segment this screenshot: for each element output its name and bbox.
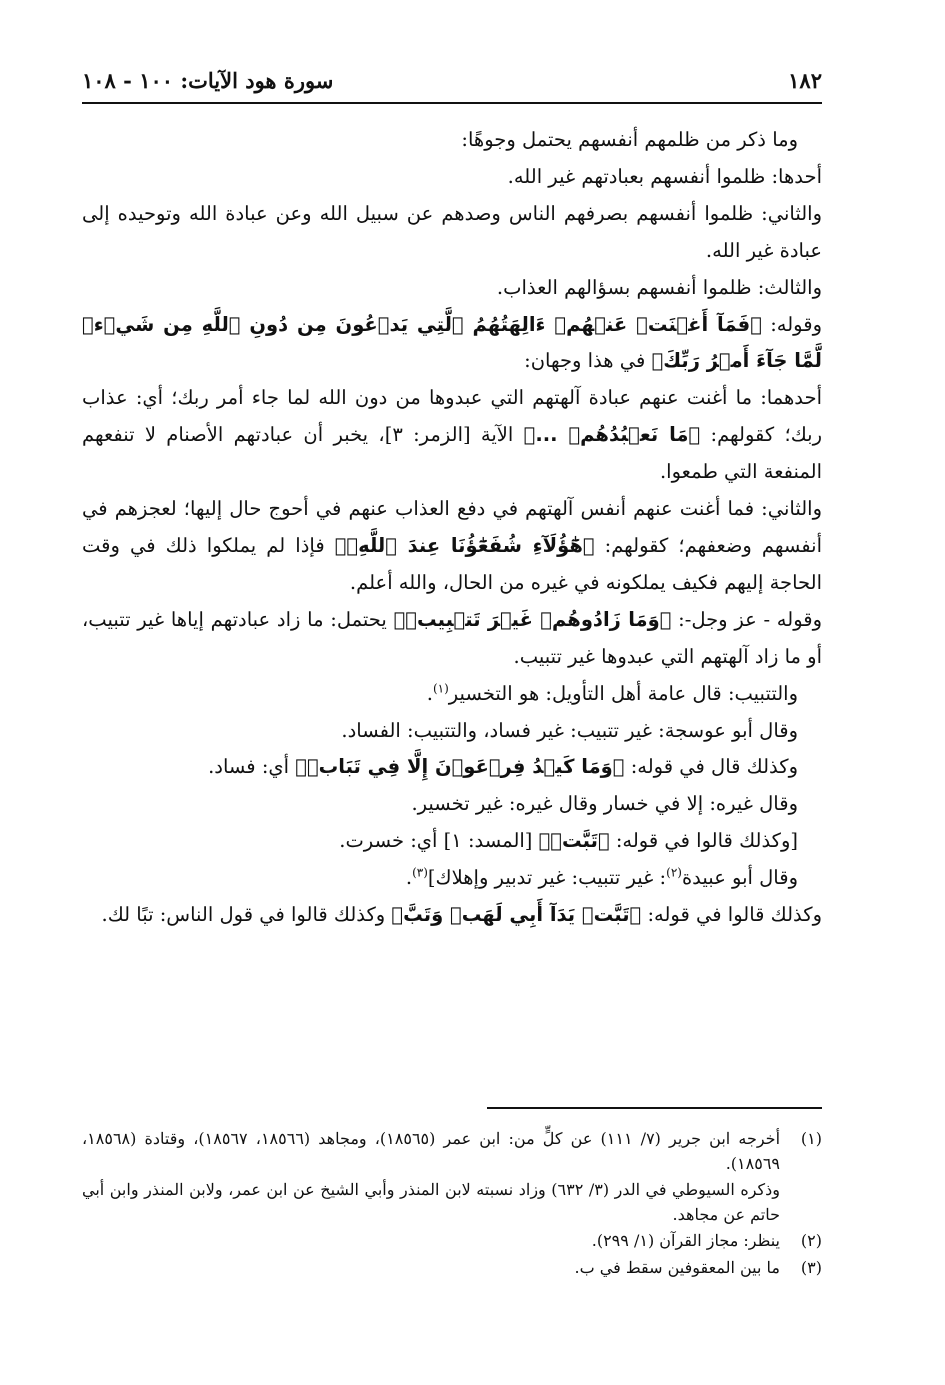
paragraph-14-text: : غير تتبيب: غير تدبير وإهلاك]	[427, 866, 667, 890]
footnote-text: أخرجه ابن جرير (٧/ ١١١) عن كلٍّ من: ابن عمر (١٨٥٦٥)، ومجاهد (١٨٥٦٦، ١٨٥٦٧)، وقتادة (١٨٥٦٨، ١٨٥٦٩).	[82, 1129, 781, 1173]
paragraph-8-rest: يحتمل: ما زاد عبادتهم إياها غير تتبيب، أو ما زاد آلهتهم التي عبدوها غير تتبيب.	[82, 607, 822, 668]
page-header	[82, 60, 822, 100]
paragraph-15-rest: وكذلك قالوا في قول الناس: تبًا لك.	[101, 903, 392, 927]
footnote-ref-1[interactable]: (١)	[432, 681, 449, 696]
paragraph-1: وما ذكر من ظلمهم أنفسهم يحتمل وجوهًا:	[461, 128, 798, 151]
paragraph-5-intro: وقوله:	[761, 312, 822, 336]
footnote-text: ينظر: مجاز القرآن (١/ ٢٩٩).	[591, 1231, 780, 1250]
paragraph-9-end: .	[426, 681, 433, 705]
footnote-ref-2[interactable]: (٢)	[666, 865, 682, 880]
paragraph-11-intro: وكذلك قال في قوله:	[624, 755, 798, 779]
header-rule	[82, 102, 822, 104]
quran-verse: ﴿مَا نَعۡبُدُهُمۡ ...﴾	[523, 423, 701, 447]
paragraph-4: والثالث: ظلموا أنفسهم بسؤالهم العذاب.	[496, 275, 822, 299]
paragraph-2: أحدها: ظلموا أنفسهم بعبادتهم غير الله.	[507, 164, 822, 188]
paragraph-13-intro: [وكذلك قالوا في قوله:	[609, 829, 798, 853]
paragraph-11	[82, 749, 822, 786]
paragraph-10: وقال أبو عوسجة: غير تتبيب: غير فساد، والتتبيب: الفساد.	[341, 718, 798, 742]
quran-verse: ﴿هَٰٓؤُلَآءِ شُفَعَٰٓؤُنَا عِندَ ٱللَّهِۚ﴾	[334, 533, 595, 557]
footnote-3	[82, 1256, 822, 1281]
footnotes	[82, 1127, 822, 1282]
paragraph-7-rest: فإذا لم يملكوا ذلك في وقت الحاجة إليهم فكيف يملكونه في غيره من الحال، والله أعلم.	[82, 533, 822, 594]
footnote-ref-3[interactable]: (٣)	[412, 865, 428, 880]
paragraph-6-intro: أحدهما: ما أغنت عنهم عبادة آلهتهم التي عبدوها من دون الله لما جاء أمر ربك؛ أي: عذاب ربك؛ كقولهم:	[82, 386, 822, 447]
footnote-number: (٣)	[800, 1257, 822, 1277]
paragraph-11-rest: أي: فساد.	[208, 755, 296, 779]
paragraph-14-intro: وقال أبو عبيدة	[681, 866, 798, 890]
footnote-text: ما بين المعقوفين سقط في ب.	[574, 1257, 780, 1277]
quran-verse: ﴿تَبَّتۡ يَدَآ أَبِي لَهَبٖ وَتَبَّ﴾	[391, 903, 642, 927]
paragraph-8-intro: وقوله - عز وجل-:	[671, 607, 823, 631]
footnote-separator	[487, 1107, 822, 1109]
paragraph-15-intro: وكذلك قالوا في قوله:	[641, 903, 822, 927]
paragraph-5	[82, 307, 822, 381]
quran-verse: ﴿وَمَا كَيۡدُ فِرۡعَوۡنَ إِلَّا فِي تَبَابٖ﴾	[295, 755, 625, 779]
footnote-number: (١)	[800, 1129, 822, 1148]
paragraph-9	[82, 676, 822, 713]
footnote-1-continuation: وذكره السيوطي في الدر (٣/ ٦٣٢) وزاد نسبته لابن المنذر وأبي الشيخ عن ابن عمر، ولابن المنذر وابن أبي حاتم عن مجاهد.	[82, 1180, 780, 1224]
paragraph-13	[82, 823, 822, 860]
quran-verse: ﴿فَمَآ أَغۡنَتۡ عَنۡهُمۡ ءَالِهَتُهُمُ ٱلَّتِي يَدۡعُونَ مِن دُونِ ٱللَّهِ مِن شَيۡءٖ لَّمَّا جَآءَ أَمۡرُ رَبِّكَ﴾	[82, 312, 822, 373]
quran-verse: ﴿وَمَا زَادُوهُمۡ غَيۡرَ تَتۡبِيبٖ﴾	[393, 607, 672, 631]
quran-verse: ﴿تَبَّتۡ﴾	[538, 829, 610, 853]
paragraph-12: وقال غيره: إلا في خسار وقال غيره: غير تخسير.	[411, 792, 798, 816]
paragraph-6-rest: الآية [الزمر: ٣]، يخبر أن عبادتهم الأصنام لا تنفعهم المنفعة التي طمعوا.	[82, 423, 822, 484]
paragraph-7	[82, 491, 822, 602]
paragraph-9-text: والتتبيب: قال عامة أهل التأويل: هو التخسير	[448, 681, 798, 705]
paragraph-7-intro: والثاني: فما أغنت عنهم أنفس آلهتهم في دفع العذاب عنهم في أحوج حال إليها؛ لعجزهم في أنفسهم وضعفهم؛ كقولهم:	[82, 497, 822, 557]
paragraph-14-end: .	[405, 866, 413, 890]
footnote-1	[82, 1127, 822, 1176]
paragraph-8	[82, 602, 822, 676]
paragraph-3: والثاني: ظلموا أنفسهم بصرفهم الناس وصدهم عن سبيل الله وعن عبادة الله وتوحيده إلى عبادة غير الله.	[82, 201, 822, 262]
paragraph-6	[82, 380, 822, 491]
paragraph-14	[82, 860, 822, 897]
paragraph-15	[82, 897, 822, 934]
main-text	[82, 122, 822, 934]
paragraph-5-rest: في هذا وجهان:	[524, 349, 652, 373]
footnote-number: (٢)	[800, 1231, 822, 1250]
running-title: سورة هود الآيات: ١٠٠ - ١٠٨	[82, 67, 334, 93]
page-number: ١٨٢	[788, 67, 822, 93]
footnote-2	[82, 1229, 822, 1254]
paragraph-13-rest: [المسد: ١] أي: خسرت.	[339, 829, 539, 853]
